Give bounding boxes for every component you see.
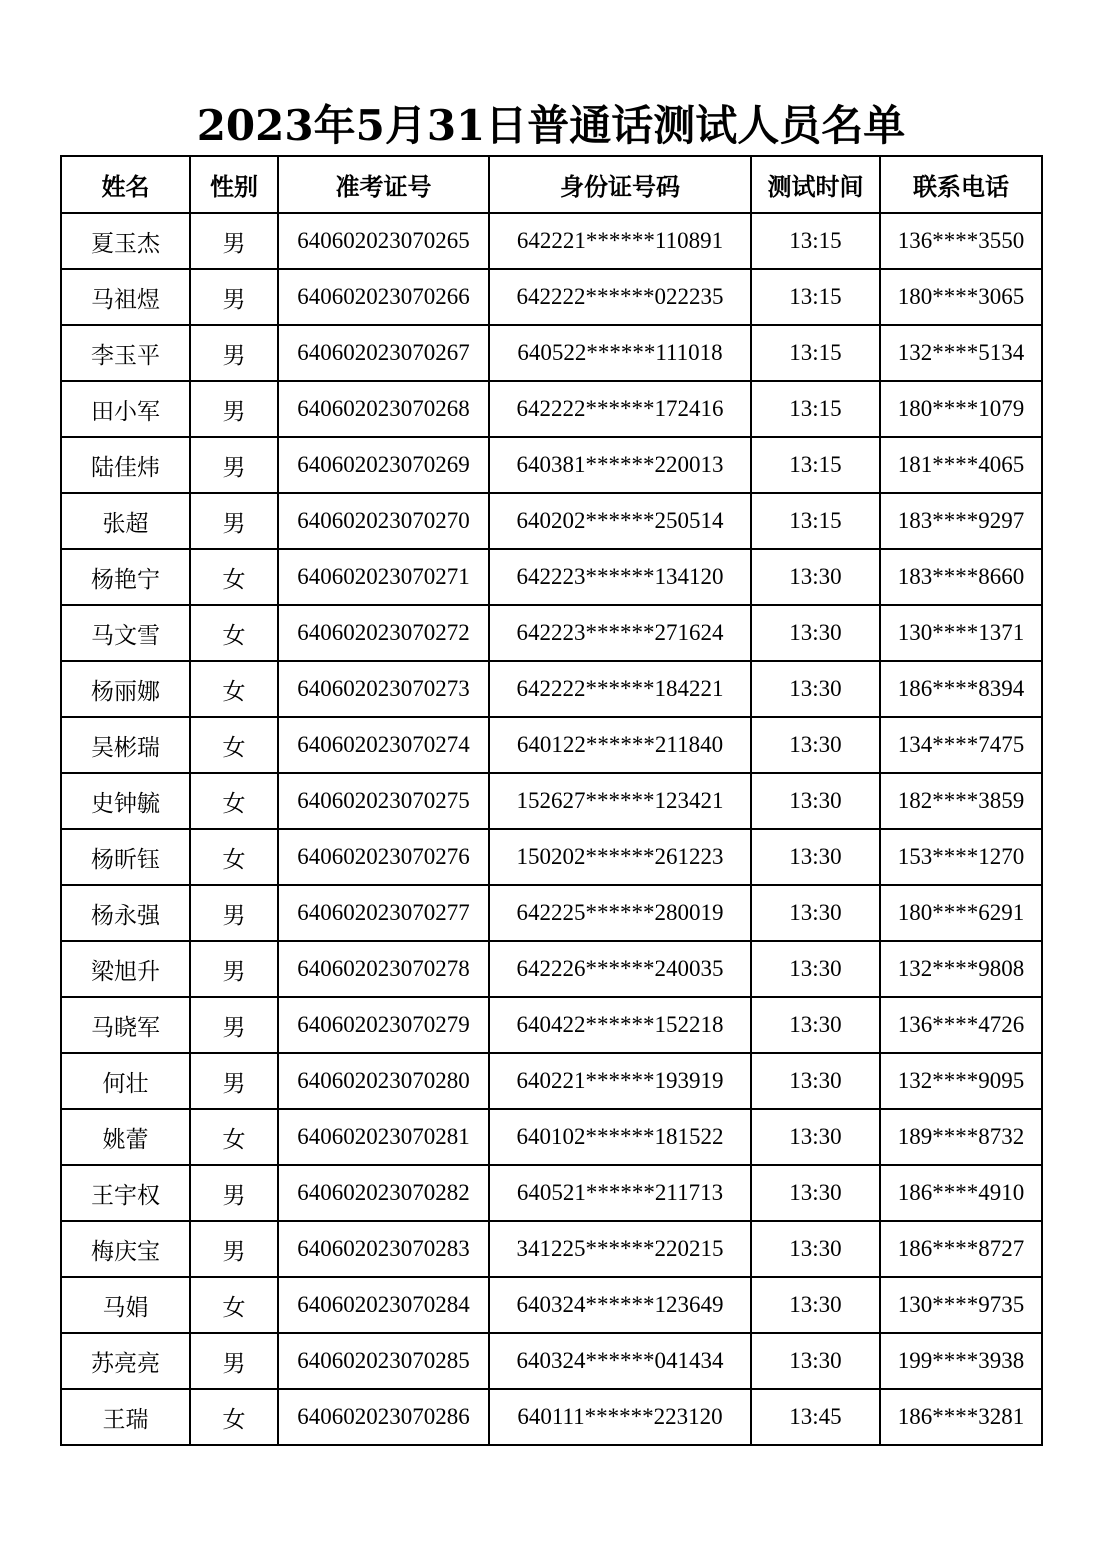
cell-name: 何壮 [61, 1053, 190, 1109]
cell-phone: 182****3859 [880, 773, 1042, 829]
cell-ticket: 640602023070277 [278, 885, 489, 941]
cell-sex: 女 [190, 1109, 278, 1165]
cell-ticket: 640602023070281 [278, 1109, 489, 1165]
cell-phone: 180****3065 [880, 269, 1042, 325]
cell-id-number: 640381******220013 [489, 437, 751, 493]
cell-test-time: 13:30 [751, 1333, 880, 1389]
cell-id-number: 640324******041434 [489, 1333, 751, 1389]
table-row [61, 493, 1042, 549]
table-row [61, 213, 1042, 269]
cell-sex: 女 [190, 661, 278, 717]
cell-test-time: 13:15 [751, 325, 880, 381]
cell-name: 杨昕钰 [61, 829, 190, 885]
cell-name: 夏玉杰 [61, 213, 190, 269]
cell-test-time: 13:30 [751, 1277, 880, 1333]
cell-ticket: 640602023070283 [278, 1221, 489, 1277]
cell-test-time: 13:30 [751, 549, 880, 605]
table-header-row [61, 156, 1042, 213]
cell-id-number: 642222******184221 [489, 661, 751, 717]
cell-phone: 134****7475 [880, 717, 1042, 773]
cell-sex: 女 [190, 1389, 278, 1445]
cell-phone: 186****4910 [880, 1165, 1042, 1221]
cell-phone: 183****8660 [880, 549, 1042, 605]
cell-test-time: 13:15 [751, 269, 880, 325]
cell-id-number: 341225******220215 [489, 1221, 751, 1277]
cell-test-time: 13:30 [751, 1053, 880, 1109]
cell-name: 王瑞 [61, 1389, 190, 1445]
page-title: 2023年5月31日普通话测试人员名单 [196, 101, 906, 150]
cell-ticket: 640602023070270 [278, 493, 489, 549]
cell-id-number: 640422******152218 [489, 997, 751, 1053]
cell-sex: 男 [190, 325, 278, 381]
cell-ticket: 640602023070276 [278, 829, 489, 885]
cell-ticket: 640602023070269 [278, 437, 489, 493]
cell-name: 马祖煜 [61, 269, 190, 325]
cell-phone: 199****3938 [880, 1333, 1042, 1389]
cell-sex: 男 [190, 493, 278, 549]
cell-ticket: 640602023070282 [278, 1165, 489, 1221]
table-row [61, 437, 1042, 493]
cell-name: 苏亮亮 [61, 1333, 190, 1389]
cell-phone: 153****1270 [880, 829, 1042, 885]
roster-table [60, 155, 1043, 1446]
cell-sex: 男 [190, 381, 278, 437]
cell-sex: 女 [190, 605, 278, 661]
cell-id-number: 640202******250514 [489, 493, 751, 549]
cell-id-number: 640522******111018 [489, 325, 751, 381]
cell-test-time: 13:30 [751, 1165, 880, 1221]
cell-sex: 男 [190, 213, 278, 269]
cell-test-time: 13:30 [751, 885, 880, 941]
cell-test-time: 13:30 [751, 997, 880, 1053]
cell-test-time: 13:30 [751, 941, 880, 997]
cell-ticket: 640602023070278 [278, 941, 489, 997]
table-row [61, 1221, 1042, 1277]
cell-name: 杨艳宁 [61, 549, 190, 605]
cell-ticket: 640602023070279 [278, 997, 489, 1053]
cell-sex: 女 [190, 549, 278, 605]
cell-id-number: 642223******134120 [489, 549, 751, 605]
cell-ticket: 640602023070265 [278, 213, 489, 269]
table-row [61, 717, 1042, 773]
cell-test-time: 13:30 [751, 1221, 880, 1277]
cell-id-number: 640521******211713 [489, 1165, 751, 1221]
cell-test-time: 13:15 [751, 437, 880, 493]
cell-sex: 女 [190, 829, 278, 885]
cell-name: 李玉平 [61, 325, 190, 381]
cell-sex: 男 [190, 941, 278, 997]
column-header-id: 身份证号码 [489, 156, 751, 213]
table-row [61, 1053, 1042, 1109]
table-row [61, 325, 1042, 381]
cell-name: 姚蕾 [61, 1109, 190, 1165]
table-row [61, 381, 1042, 437]
cell-id-number: 640122******211840 [489, 717, 751, 773]
cell-name: 马文雪 [61, 605, 190, 661]
table-row [61, 1333, 1042, 1389]
cell-test-time: 13:15 [751, 381, 880, 437]
cell-sex: 男 [190, 1165, 278, 1221]
table-row [61, 997, 1042, 1053]
cell-test-time: 13:30 [751, 605, 880, 661]
cell-name: 马娟 [61, 1277, 190, 1333]
cell-id-number: 642223******271624 [489, 605, 751, 661]
cell-phone: 189****8732 [880, 1109, 1042, 1165]
cell-ticket: 640602023070275 [278, 773, 489, 829]
cell-id-number: 150202******261223 [489, 829, 751, 885]
cell-name: 王宇权 [61, 1165, 190, 1221]
cell-phone: 186****3281 [880, 1389, 1042, 1445]
cell-test-time: 13:30 [751, 717, 880, 773]
cell-ticket: 640602023070273 [278, 661, 489, 717]
cell-phone: 186****8394 [880, 661, 1042, 717]
table-row [61, 1165, 1042, 1221]
cell-test-time: 13:15 [751, 493, 880, 549]
cell-test-time: 13:30 [751, 1109, 880, 1165]
cell-id-number: 152627******123421 [489, 773, 751, 829]
cell-phone: 136****3550 [880, 213, 1042, 269]
table-row [61, 773, 1042, 829]
cell-id-number: 640221******193919 [489, 1053, 751, 1109]
cell-sex: 男 [190, 437, 278, 493]
cell-name: 梁旭升 [61, 941, 190, 997]
column-header-time: 测试时间 [751, 156, 880, 213]
cell-name: 张超 [61, 493, 190, 549]
cell-ticket: 640602023070266 [278, 269, 489, 325]
table-body [61, 213, 1042, 1445]
column-header-sex: 性别 [190, 156, 278, 213]
column-header-ticket: 准考证号 [278, 156, 489, 213]
cell-phone: 136****4726 [880, 997, 1042, 1053]
cell-sex: 女 [190, 1277, 278, 1333]
cell-id-number: 640111******223120 [489, 1389, 751, 1445]
cell-id-number: 642221******110891 [489, 213, 751, 269]
table-row [61, 941, 1042, 997]
cell-id-number: 642222******022235 [489, 269, 751, 325]
cell-name: 陆佳炜 [61, 437, 190, 493]
cell-id-number: 640324******123649 [489, 1277, 751, 1333]
cell-phone: 132****9095 [880, 1053, 1042, 1109]
cell-ticket: 640602023070267 [278, 325, 489, 381]
table-row [61, 605, 1042, 661]
cell-name: 杨丽娜 [61, 661, 190, 717]
cell-id-number: 642225******280019 [489, 885, 751, 941]
cell-ticket: 640602023070272 [278, 605, 489, 661]
cell-ticket: 640602023070284 [278, 1277, 489, 1333]
cell-name: 梅庆宝 [61, 1221, 190, 1277]
cell-phone: 181****4065 [880, 437, 1042, 493]
cell-ticket: 640602023070280 [278, 1053, 489, 1109]
cell-phone: 180****1079 [880, 381, 1042, 437]
cell-test-time: 13:15 [751, 213, 880, 269]
cell-id-number: 642222******172416 [489, 381, 751, 437]
table-row [61, 549, 1042, 605]
table-row [61, 885, 1042, 941]
cell-ticket: 640602023070285 [278, 1333, 489, 1389]
cell-test-time: 13:30 [751, 829, 880, 885]
column-header-phone: 联系电话 [880, 156, 1042, 213]
cell-phone: 186****8727 [880, 1221, 1042, 1277]
cell-phone: 130****1371 [880, 605, 1042, 661]
table-row [61, 1109, 1042, 1165]
column-header-name: 姓名 [61, 156, 190, 213]
table-row [61, 1389, 1042, 1445]
cell-test-time: 13:30 [751, 661, 880, 717]
cell-sex: 男 [190, 997, 278, 1053]
table-row [61, 1277, 1042, 1333]
cell-phone: 132****9808 [880, 941, 1042, 997]
cell-sex: 男 [190, 1221, 278, 1277]
cell-sex: 男 [190, 1053, 278, 1109]
cell-phone: 130****9735 [880, 1277, 1042, 1333]
cell-name: 杨永强 [61, 885, 190, 941]
cell-name: 田小军 [61, 381, 190, 437]
cell-id-number: 642226******240035 [489, 941, 751, 997]
cell-phone: 132****5134 [880, 325, 1042, 381]
cell-sex: 女 [190, 773, 278, 829]
cell-test-time: 13:30 [751, 773, 880, 829]
cell-ticket: 640602023070274 [278, 717, 489, 773]
table-row [61, 661, 1042, 717]
cell-id-number: 640102******181522 [489, 1109, 751, 1165]
cell-sex: 男 [190, 1333, 278, 1389]
cell-phone: 180****6291 [880, 885, 1042, 941]
cell-ticket: 640602023070271 [278, 549, 489, 605]
cell-sex: 男 [190, 885, 278, 941]
cell-name: 史钟毓 [61, 773, 190, 829]
cell-name: 马晓军 [61, 997, 190, 1053]
cell-sex: 男 [190, 269, 278, 325]
cell-name: 吴彬瑞 [61, 717, 190, 773]
table-row [61, 829, 1042, 885]
cell-test-time: 13:45 [751, 1389, 880, 1445]
cell-ticket: 640602023070268 [278, 381, 489, 437]
table-row [61, 269, 1042, 325]
cell-phone: 183****9297 [880, 493, 1042, 549]
cell-sex: 女 [190, 717, 278, 773]
cell-ticket: 640602023070286 [278, 1389, 489, 1445]
